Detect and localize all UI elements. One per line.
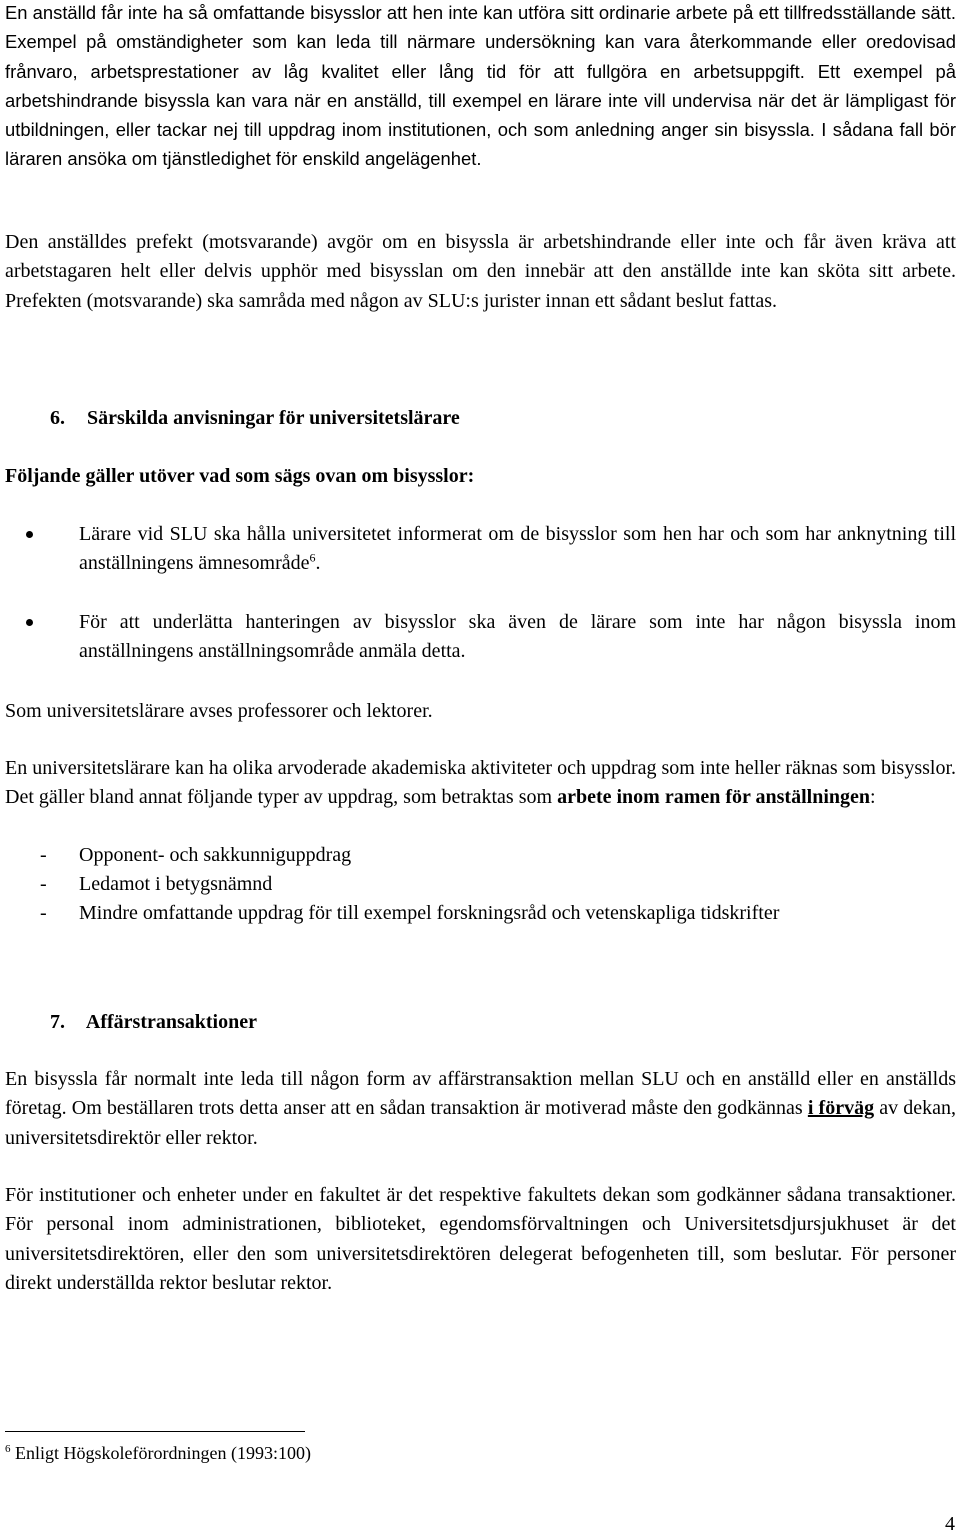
- footnote: [5, 1440, 311, 1466]
- teachers-definition: Som universitetslärare avses professorer och lektorer.: [5, 700, 433, 722]
- dash-marker: -: [40, 873, 47, 895]
- dash-marker: -: [40, 902, 47, 924]
- bullet-dot-icon: [26, 619, 33, 626]
- intro-sans-text: En anställd får inte ha så omfattande bisysslor att hen inte kan utföra sitt ordinarie arbete på ett tillfredsställande sätt. Exempel på omständigheter som kan leda till närmare undersökning kan vara återkommande eller oredovisad frånvaro, arbetsprestationer av låg kvalitet eller lång tid för att fullgöra en arbetsuppgift.: [5, 2, 956, 82]
- activity-item: Mindre omfattande uppdrag för till exempel forskningsråd och vetenskapliga tidskrifter: [79, 902, 780, 924]
- bullet-dot-icon: [26, 531, 33, 538]
- section-6-subheading: Följande gäller utöver vad som sägs ovan om bisysslor:: [5, 465, 475, 487]
- footnote-text: Enligt Högskoleförordningen (1993:100): [15, 1443, 311, 1463]
- intro-serif-text: Ett exempel på arbetshindrande bisyssla kan vara när en anställd, till exempel en lärare inte vill undervisa när det är lämpligast för utbildningen, eller tackar nej till uppdrag inom institutionen, och som anledning anger sin bisyssla. I sådana fall bör läraren ansöka om tjänstledighet för enskild angelägenhet.: [5, 60, 956, 170]
- section-7-number: 7.: [50, 1011, 65, 1033]
- activity-item: Opponent- och sakkunniguppdrag: [79, 844, 352, 866]
- bullet-1-suffix: .: [315, 552, 321, 575]
- section-7-p1-emphasis: i förväg: [807, 1097, 875, 1120]
- section-7-p1-before: En bisyssla får normalt inte leda till någon form av affärstransaktion mellan SLU och en anställd eller en anställds företag. Om beställaren trots detta anser att en sådan transaktion är motiverad måste den godkännas: [5, 1068, 956, 1120]
- activity-item: Ledamot i betygsnämnd: [79, 873, 273, 895]
- section-6-heading: [50, 404, 460, 433]
- section-7-paragraph-1: [5, 1065, 956, 1153]
- prefect-paragraph-text: Den anställdes prefekt (motsvarande) avgör om en bisyssla är arbetshindrande eller inte och får även kräva att arbetstagaren helt eller delvis upphör med bisysslan om den innebär att den anställde inte kan sköta sitt arbete. Prefekten (motsvarande) ska samråda med någon av SLU:s jurister innan ett sådant beslut fattas.: [5, 231, 956, 312]
- bullet-2-text: För att underlätta hanteringen av bisysslor ska även de lärare som inte har någon bisyssla inom anställningens anställningsområde anmäla detta.: [79, 611, 956, 663]
- section-7-paragraph-2: [5, 1181, 956, 1298]
- footnote-divider: [5, 1431, 305, 1432]
- dash-marker: -: [40, 844, 47, 866]
- prefect-paragraph: [5, 228, 956, 316]
- bullet-1-text: Lärare vid SLU ska hålla universitetet informerat om de bisysslor som hen har och som har anknytning till anställningens ämnesområde: [79, 523, 956, 575]
- section-7-title: Affärstransaktioner: [85, 1011, 257, 1033]
- footnote-ref: 6: [309, 550, 316, 565]
- section-6-number: 6.: [50, 407, 65, 429]
- intro-paragraph: [5, 0, 956, 174]
- section-6-title: Särskilda anvisningar för universitetslärare: [87, 407, 460, 429]
- activities-paragraph: [5, 754, 956, 813]
- section-7-heading: [50, 1008, 257, 1037]
- footnote-marker: 6: [5, 1443, 11, 1455]
- section-7-p1-after: av dekan, universitetsdirektör eller rektor.: [5, 1097, 956, 1149]
- activities-suffix: :: [870, 786, 876, 809]
- page-number: 4: [945, 1513, 955, 1535]
- section-7-p2-text: För institutioner och enheter under en fakultet är det respektive fakultets dekan som godkänner sådana transaktioner. För personal inom administrationen, biblioteket, egendomsförvaltningen och Universitetsdjursjukhuset är det universitetsdirektören, eller den som universitetsdirektören delegerat befogenheten till, som beslutar. För personer direkt underställda rektor beslutar rektor.: [5, 1184, 956, 1294]
- activities-intro: En universitetslärare kan ha olika arvoderade akademiska aktiviteter och uppdrag som inte heller räknas som bisysslor. Det gäller bland annat följande typer av uppdrag, som betraktas som: [5, 757, 956, 809]
- activities-bold: arbete inom ramen för anställningen: [557, 786, 871, 809]
